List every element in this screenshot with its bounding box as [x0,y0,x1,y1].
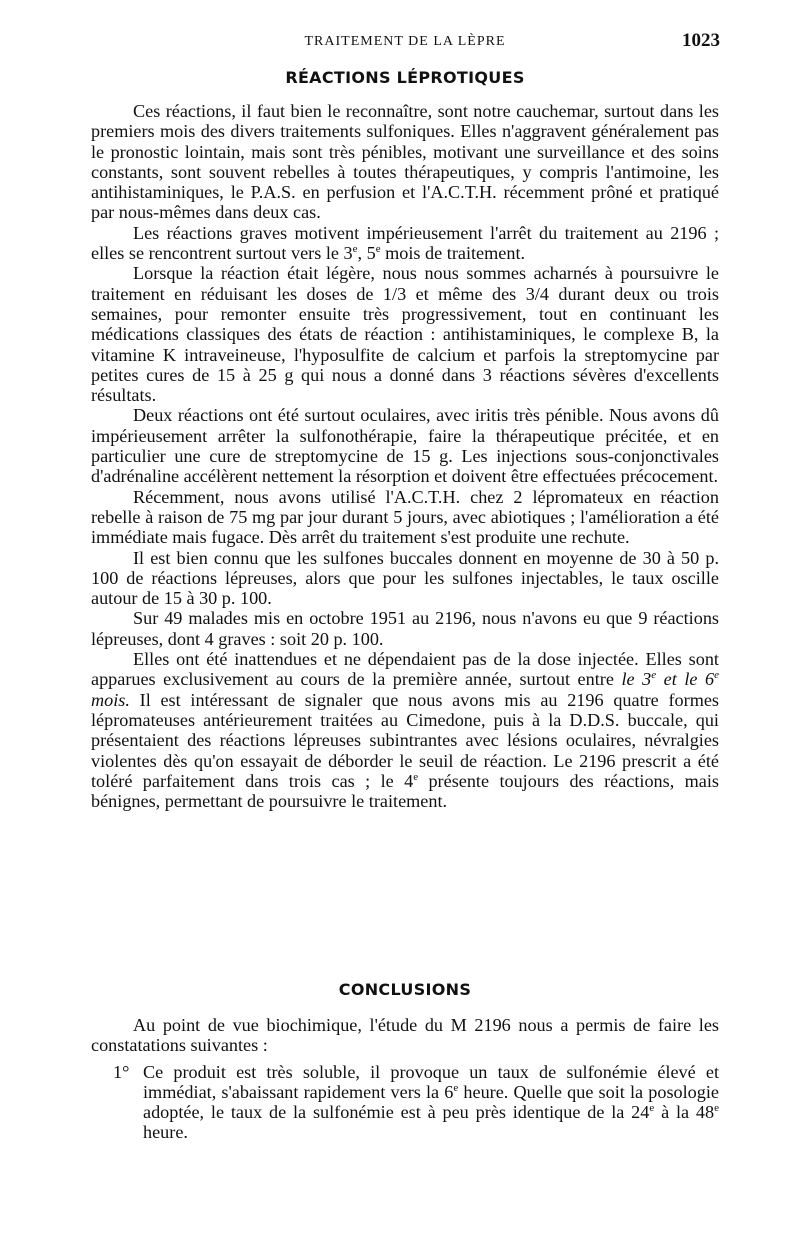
list-number: 1° [113,1061,130,1082]
paragraph: Les réactions graves motivent impérieusement l'arrêt du traitement au 2196 ; elles se rencontrent surtout vers le 3e, 5e mois de traitement. [91,222,719,264]
section-conclusions-body [91,1015,719,1143]
paragraph: Récemment, nous avons utilisé l'A.C.T.H. chez 2 lépromateux en réaction rebelle à raison de 75 mg par jour durant 5 jours, avec abiotiques ; l'amélioration a été immédiate mais fugace. Dès arrêt du traitement s'est produite une rechute. [91,486,719,548]
section-reactions-body [91,101,719,811]
section-heading-reactions: RÉACTIONS LÉPROTIQUES [285,68,525,87]
paragraph: Deux réactions ont été surtout oculaires, avec iritis très pénible. Nous avons dû impérieusement arrêter la sulfonothérapie, faire la thérapeutique précitée, et en particulier une cure de streptomycine de 15 g. Les injections sous-conjonctivales d'adrénaline accélèrent nettement la résorption et doivent être effectuées précocement. [91,405,719,487]
paragraph: Sur 49 malades mis en octobre 1951 au 2196, nous n'avons eu que 9 réactions lépreuses, dont 4 graves : soit 20 p. 100. [91,608,719,649]
section-heading-conclusions: CONCLUSIONS [338,980,472,999]
page-number: 1023 [682,30,720,51]
paragraph: Il est bien connu que les sulfones buccales donnent en moyenne de 30 à 50 p. 100 de réactions lépreuses, alors que pour les sulfones injectables, le taux oscille autour de 15 à 30 p. 100. [91,547,719,609]
running-title: TRAITEMENT DE LA LÈPRE [304,34,506,49]
paragraph: Elles ont été inattendues et ne dépendaient pas de la dose injectée. Elles sont apparues exclusivement au cours de la première année, surtout entre le 3e et le 6e mois. Il est intéressant de signaler que nous avons mis au 2196 quatre formes lépromateuses antérieurement traitées au Cimedone, puis à la D.D.S. buccale, qui présentaient des réactions lépreuses subintrantes avec lésions oculaires, névralgies violentes dès qu'on essayait de déborder le seuil de réaction. Le 2196 prescrit a été toléré parfaitement dans trois cas ; le 4e présente toujours des réactions, mais bénignes, permettant de poursuivre le traitement. [91,649,720,812]
list-item: 1° Ce produit est très soluble, il provoque un taux de sulfonémie élevé et immédiat, s'abaissant rapidement vers la 6e heure. Quelle que soit la posologie adoptée, le taux de la sulfonémie est à peu près identique de la 24e à la 48e heure. [113,1061,719,1143]
running-header [90,30,720,56]
paragraph: Ces réactions, il faut bien le reconnaître, sont notre cauchemar, surtout dans les premiers mois des divers traitements sulfoniques. Elles n'aggravent généralement pas le pronostic lointain, mais sont très pénibles, motivant une surveillance et des soins constants, sont souvent rebelles à toutes thérapeutiques, y compris l'antimoine, les antihistaminiques, le P.A.S. en perfusion et l'A.C.T.H. récemment prôné et pratiqué par nous-mêmes dans deux cas. [91,101,719,223]
paragraph: Au point de vue biochimique, l'étude du M 2196 nous a permis de faire les constatations suivantes : [91,1015,719,1056]
paragraph: Lorsque la réaction était légère, nous nous sommes acharnés à poursuivre le traitement en réduisant les doses de 1/3 et même des 3/4 durant deux ou trois semaines, pour remonter ensuite très progressivement, tout en continuant les médications classiques des états de réaction : antihistaminiques, le complexe B, la vitamine K intraveineuse, l'hyposulfite de calcium et parfois la streptomycine par petites cures de 15 à 25 g qui nous a donné dans 3 réactions sévères d'excellents résultats. [91,263,719,406]
